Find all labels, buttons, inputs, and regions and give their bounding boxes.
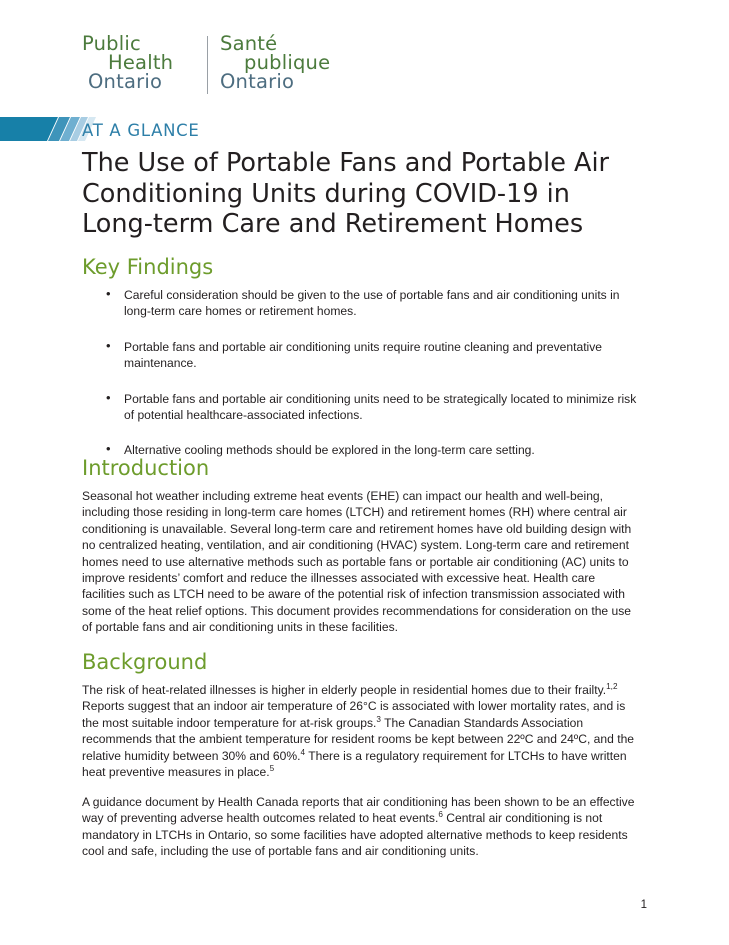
logo-publique-text: publique: [244, 51, 331, 74]
section-heading-key-findings: Key Findings: [82, 255, 214, 279]
reference-marker: 5: [269, 764, 275, 773]
logo-french: [220, 34, 385, 91]
list-item: • Portable fans and portable air conditioning units require routine cleaning and preventative maintenance.: [82, 339, 640, 372]
logo-ontario-en-text: Ontario: [88, 70, 163, 93]
bg2-text-1: A guidance document by Health Canada reports that air conditioning has been shown to be an effective way of preventing adverse health outcomes related to heat events.: [82, 795, 635, 826]
background-paragraph-1: [82, 682, 640, 780]
bg2-text-2: Central air conditioning is not mandatory in LTCHs in Ontario, so some facilities have adopted alternative methods to keep residents cool and safe, including the use of portable fans and air conditioning units.: [82, 811, 628, 859]
logo-public-text: Public: [82, 32, 141, 55]
list-item: • Careful consideration should be given to the use of portable fans and air conditioning units in long-term care homes or retirement homes.: [82, 287, 640, 320]
bg-text-1: The risk of heat-related illnesses is higher in elderly people in residential homes due to their frailty.: [82, 683, 607, 697]
eyebrow-label: AT A GLANCE: [82, 121, 200, 140]
bg-text-3: The Canadian Standards Association recommends that the ambient temperature for resident rooms be kept between 22ºC and 24ºC, and the relative humidity between 30% and 60%.: [82, 715, 635, 763]
reference-marker: 3: [376, 714, 381, 724]
logo-health-text: Health: [108, 51, 174, 74]
reference-marker: 6: [438, 810, 443, 820]
section-heading-introduction: Introduction: [82, 456, 210, 480]
logo-sante-text: Santé: [220, 32, 278, 55]
list-item: • Alternative cooling methods should be explored in the long-term care setting.: [82, 442, 640, 458]
logo-divider: [207, 36, 208, 94]
section-heading-background: Background: [82, 650, 208, 674]
page-title: The Use of Portable Fans and Portable Air Conditioning Units during COVID-19 in Long-term Care and Retirement Homes: [82, 148, 610, 239]
reference-marker: 1,2: [606, 681, 618, 691]
reference-marker: 4: [300, 747, 306, 757]
introduction-paragraph: Seasonal hot weather including extreme heat events (EHE) can impact our health and well-being, including those residing in long-term care homes (LTCH) and retirement homes (RH) where central air conditioning is unavailable. Several long-term care and retirement homes have old building design with no centralized heating, ventilation, and air conditioning (HVAC) system. Long-term care and retirement homes need to use alternative methods such as portable fans or portable air conditioning (AC) units to improve residents’ comfort and reduce the illnesses associated with excessive heat. Health care facilities such as LTCH need to be aware of the potential risk of infection transmission associated with some of the heat relief options. This document provides recommendations for consideration on the use of portable fans and air conditioning units in these facilities.: [82, 489, 632, 635]
list-item: • Portable fans and portable air conditioning units need to be strategically located to minimize risk of potential healthcare-associated infections.: [82, 391, 640, 424]
bg-text-2: Reports suggest that an indoor air temperature of 26°C is associated with lower mortality rates, and is the most suitable indoor temperature for at-risk groups.: [82, 699, 626, 730]
page-number: 1: [640, 899, 647, 911]
background-paragraph-2: [82, 794, 640, 860]
logo-ontario-fr-text: Ontario: [220, 70, 295, 93]
key-findings-list: [82, 287, 640, 459]
organization-logo: [82, 34, 382, 96]
bg-text-4: There is a regulatory requirement for LTCHs to have written heat preventive measures in place.: [82, 748, 627, 780]
logo-english: [82, 34, 200, 91]
